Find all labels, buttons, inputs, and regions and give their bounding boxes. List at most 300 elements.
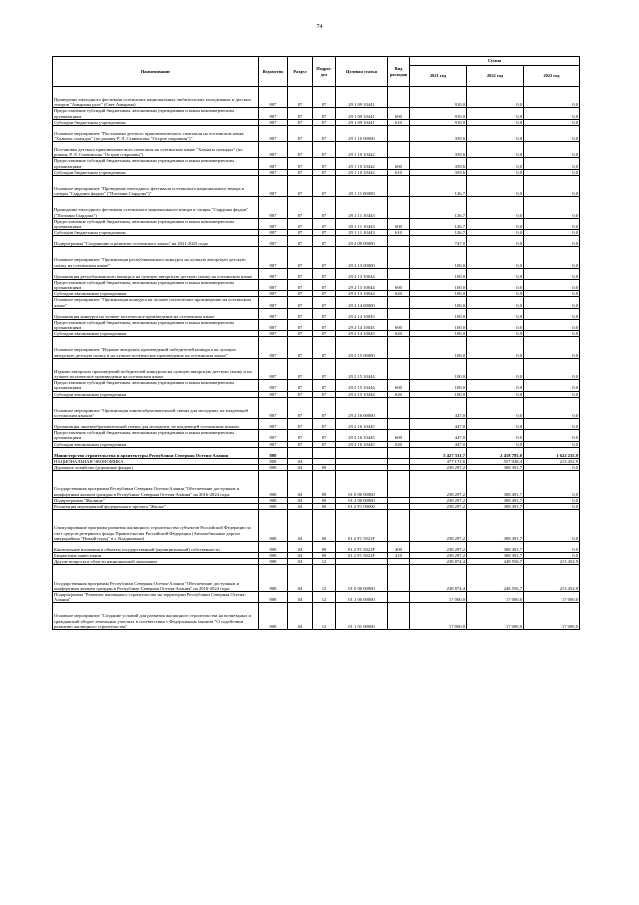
table-row bbox=[53, 319, 580, 330]
table-row bbox=[53, 126, 580, 142]
cell-m: 807 bbox=[259, 430, 288, 441]
cell-a: 100,0 bbox=[410, 337, 467, 358]
cell-v: 600 bbox=[388, 319, 410, 330]
cell-d: 0,0 bbox=[524, 169, 580, 175]
cell-r: 07 bbox=[288, 230, 313, 236]
cell-r: 07 bbox=[288, 126, 313, 142]
cell-b: 308 491,7 bbox=[467, 510, 524, 542]
cell-v: 600 bbox=[388, 380, 410, 391]
cell-v bbox=[388, 337, 410, 358]
cell-c: 01 1 00 00000 bbox=[336, 591, 388, 602]
cell-c: 01 1 01 00000 bbox=[336, 603, 388, 630]
header-target: Целевая статья bbox=[336, 57, 388, 87]
cell-b: 0,0 bbox=[467, 236, 524, 247]
cell-c: 29 1 10 00000 bbox=[336, 126, 388, 142]
cell-r: 07 bbox=[288, 397, 313, 418]
cell-name: Субсидии автономным учреждениям bbox=[53, 391, 259, 397]
cell-d: 0,0 bbox=[524, 337, 580, 358]
cell-m: 807 bbox=[259, 236, 288, 247]
cell-r: 07 bbox=[288, 236, 313, 247]
cell-p: 09 bbox=[313, 464, 336, 470]
cell-d: 0,0 bbox=[524, 268, 580, 279]
cell-b: 308 491,7 bbox=[467, 541, 524, 552]
cell-r: 07 bbox=[288, 297, 313, 308]
table-row bbox=[53, 447, 580, 458]
cell-m: 807 bbox=[259, 87, 288, 108]
cell-b: 308 491,7 bbox=[467, 464, 524, 470]
table-row bbox=[53, 337, 580, 358]
cell-a: 238 297,2 bbox=[410, 497, 467, 503]
cell-m: 807 bbox=[259, 142, 288, 158]
cell-d: 0,0 bbox=[524, 87, 580, 108]
cell-d: 0,0 bbox=[524, 391, 580, 397]
cell-b: 557 048,4 bbox=[467, 458, 524, 464]
cell-p bbox=[313, 447, 336, 458]
cell-c: 01 0 00 00000 bbox=[336, 471, 388, 498]
cell-p: 07 bbox=[313, 358, 336, 379]
cell-c: 29 2 15 10444 bbox=[336, 391, 388, 397]
cell-name: Предоставление субсидий бюджетным, автономным учреждениям и иным некоммерческим организациям bbox=[53, 430, 259, 441]
cell-v bbox=[388, 87, 410, 108]
cell-v: 600 bbox=[388, 279, 410, 290]
cell-name: Предоставление субсидий бюджетным, автономным учреждениям и иным некоммерческим организациям bbox=[53, 380, 259, 391]
cell-r: 04 bbox=[288, 591, 313, 602]
cell-name: Стимулирование программ развития жилищного строительства субъектов Российской Федерации за счет средств резервного фонда Правительства Российской Федерации (Автомобильные дороги микрорайона "Новый город" в г. Владикавказ) bbox=[53, 510, 259, 542]
cell-a: 477 171,6 bbox=[410, 458, 467, 464]
table-row bbox=[53, 565, 580, 592]
cell-d: 0,0 bbox=[524, 419, 580, 430]
cell-d: 0,0 bbox=[524, 471, 580, 498]
cell-c: 29 2 14 10045 bbox=[336, 308, 388, 319]
cell-d: 0,0 bbox=[524, 218, 580, 229]
cell-p: 07 bbox=[313, 380, 336, 391]
cell-c: 29 2 13 10044 bbox=[336, 268, 388, 279]
cell-r: 07 bbox=[288, 142, 313, 158]
cell-a: 17 000,0 bbox=[410, 603, 467, 630]
cell-v bbox=[388, 142, 410, 158]
cell-c bbox=[336, 447, 388, 458]
cell-b: 0,0 bbox=[467, 279, 524, 290]
table-row bbox=[53, 142, 580, 158]
cell-p: 07 bbox=[313, 441, 336, 447]
cell-a: 447,0 bbox=[410, 430, 467, 441]
cell-name: Постановка детского приключенческого спектакля на осетинском языке "Хазнаты сахъядах" (по роману Р. Л. Стивенсона "Остров сокровищ") bbox=[53, 142, 259, 158]
cell-r: 07 bbox=[288, 441, 313, 447]
cell-c: 29 1 10 10442 bbox=[336, 158, 388, 169]
header-name: Наименование bbox=[53, 57, 259, 87]
cell-r: 07 bbox=[288, 158, 313, 169]
cell-m: 807 bbox=[259, 158, 288, 169]
cell-p: 07 bbox=[313, 142, 336, 158]
cell-d: 0,0 bbox=[524, 126, 580, 142]
cell-r: 07 bbox=[288, 247, 313, 268]
cell-p: 07 bbox=[313, 230, 336, 236]
cell-r: 07 bbox=[288, 391, 313, 397]
cell-a: 126,7 bbox=[410, 230, 467, 236]
cell-a: 238 297,2 bbox=[410, 510, 467, 542]
cell-r: 07 bbox=[288, 197, 313, 218]
cell-m: 807 bbox=[259, 331, 288, 337]
cell-d: 0,0 bbox=[524, 397, 580, 418]
cell-m: 807 bbox=[259, 441, 288, 447]
cell-name: Субсидии бюджетным учреждениям bbox=[53, 230, 259, 236]
cell-m: 808 bbox=[259, 464, 288, 470]
cell-d: 17 000,0 bbox=[524, 603, 580, 630]
cell-b: 0,0 bbox=[467, 358, 524, 379]
cell-b: 248 556,7 bbox=[467, 565, 524, 592]
cell-d: 0,0 bbox=[524, 230, 580, 236]
cell-m: 808 bbox=[259, 541, 288, 552]
cell-b: 0,0 bbox=[467, 247, 524, 268]
cell-v bbox=[388, 447, 410, 458]
cell-v: 620 bbox=[388, 441, 410, 447]
cell-r: 07 bbox=[288, 279, 313, 290]
cell-name: Субсидии автономным учреждениям bbox=[53, 441, 259, 447]
cell-b: 0,0 bbox=[467, 268, 524, 279]
cell-b: 17 000,0 bbox=[467, 591, 524, 602]
cell-b: 0,0 bbox=[467, 119, 524, 125]
cell-v bbox=[388, 397, 410, 418]
cell-p: 07 bbox=[313, 308, 336, 319]
cell-name: Организация лингвообразовательной смены для молодежи, не владеющей осетинским языком bbox=[53, 419, 259, 430]
cell-name: Издание авторских произведений победителей конкурсов на лучшую авторскую детскую сказку и на лучшее поэтическое произведение на осетинском языке bbox=[53, 358, 259, 379]
cell-r: 07 bbox=[288, 430, 313, 441]
cell-r: 07 bbox=[288, 358, 313, 379]
table-row bbox=[53, 218, 580, 229]
cell-m: 807 bbox=[259, 391, 288, 397]
cell-m: 808 bbox=[259, 447, 288, 458]
cell-d: 0,0 bbox=[524, 441, 580, 447]
cell-r: 07 bbox=[288, 337, 313, 358]
cell-m: 807 bbox=[259, 397, 288, 418]
cell-m: 808 bbox=[259, 497, 288, 503]
cell-b: 2 418 785,0 bbox=[467, 447, 524, 458]
cell-v bbox=[388, 591, 410, 602]
cell-name: Основное мероприятие "Организация лингвообразовательной смены для молодежи, не владеющей осетинским языком" bbox=[53, 397, 259, 418]
cell-name: Организация республиканского конкурса на лучшую авторскую детскую сказку на осетинском языке bbox=[53, 268, 259, 279]
cell-b: 0,0 bbox=[467, 197, 524, 218]
cell-name: Предоставление субсидий бюджетным, автономным учреждениям и иным некоммерческим организациям bbox=[53, 279, 259, 290]
cell-r: 04 bbox=[288, 510, 313, 542]
cell-m: 808 bbox=[259, 471, 288, 498]
table-row bbox=[53, 247, 580, 268]
cell-p: 07 bbox=[313, 169, 336, 175]
cell-v bbox=[388, 247, 410, 268]
cell-a: 910,0 bbox=[410, 87, 467, 108]
cell-name: Капитальные вложения в объекты государственной (муниципальной) собственности bbox=[53, 541, 259, 552]
cell-b: 0,0 bbox=[467, 230, 524, 236]
cell-a: 359,6 bbox=[410, 169, 467, 175]
cell-name: Дорожное хозяйство (дорожные фонды) bbox=[53, 464, 259, 470]
cell-name: НАЦИОНАЛЬНАЯ ЭКОНОМИКА bbox=[53, 458, 259, 464]
cell-v bbox=[388, 297, 410, 308]
cell-m: 807 bbox=[259, 291, 288, 297]
cell-a: 447,0 bbox=[410, 441, 467, 447]
cell-d: 0,0 bbox=[524, 464, 580, 470]
cell-p: 07 bbox=[313, 218, 336, 229]
cell-r: 04 bbox=[288, 471, 313, 498]
cell-v bbox=[388, 419, 410, 430]
cell-a: 126,7 bbox=[410, 218, 467, 229]
cell-d: 0,0 bbox=[524, 497, 580, 503]
cell-p: 09 bbox=[313, 497, 336, 503]
cell-m: 807 bbox=[259, 380, 288, 391]
cell-p: 07 bbox=[313, 331, 336, 337]
table-row bbox=[53, 297, 580, 308]
cell-p: 12 bbox=[313, 565, 336, 592]
cell-p: 09 bbox=[313, 541, 336, 552]
cell-p: 07 bbox=[313, 419, 336, 430]
cell-p: 09 bbox=[313, 552, 336, 558]
cell-a: 238 297,2 bbox=[410, 503, 467, 509]
table-row bbox=[53, 603, 580, 630]
cell-d: 0,0 bbox=[524, 541, 580, 552]
cell-a: 447,0 bbox=[410, 397, 467, 418]
cell-a: 5 427 331,7 bbox=[410, 447, 467, 458]
table-row bbox=[53, 308, 580, 319]
cell-p: 07 bbox=[313, 197, 336, 218]
cell-v bbox=[388, 126, 410, 142]
cell-v bbox=[388, 236, 410, 247]
cell-p: 12 bbox=[313, 591, 336, 602]
cell-a: 238 874,4 bbox=[410, 559, 467, 565]
cell-b: 0,0 bbox=[467, 337, 524, 358]
cell-b: 308 491,7 bbox=[467, 471, 524, 498]
cell-v bbox=[388, 358, 410, 379]
cell-b: 0,0 bbox=[467, 175, 524, 196]
cell-a: 100,0 bbox=[410, 319, 467, 330]
cell-a: 238 874,4 bbox=[410, 565, 467, 592]
cell-r: 07 bbox=[288, 419, 313, 430]
cell-m: 807 bbox=[259, 358, 288, 379]
cell-a: 100,0 bbox=[410, 297, 467, 308]
header-subsection: Подраз-дел bbox=[313, 57, 336, 87]
header-sum: Сумма bbox=[410, 57, 580, 66]
cell-a: 100,0 bbox=[410, 268, 467, 279]
cell-r: 07 bbox=[288, 331, 313, 337]
header-ministry: Ведомство bbox=[259, 57, 288, 87]
cell-d: 0,0 bbox=[524, 552, 580, 558]
cell-v: 600 bbox=[388, 108, 410, 119]
cell-m: 807 bbox=[259, 230, 288, 236]
cell-name: Основное мероприятие "Организация конкурса на лучшее поэтическое произведение на осетинском языке" bbox=[53, 297, 259, 308]
cell-p: 07 bbox=[313, 279, 336, 290]
header-section: Раздел bbox=[288, 57, 313, 87]
cell-d: 213 452,9 bbox=[524, 559, 580, 565]
cell-d: 0,0 bbox=[524, 510, 580, 542]
cell-c: 29 1 11 10443 bbox=[336, 230, 388, 236]
cell-r: 07 bbox=[288, 119, 313, 125]
cell-d: 0,0 bbox=[524, 331, 580, 337]
cell-d: 0,0 bbox=[524, 358, 580, 379]
cell-m: 807 bbox=[259, 119, 288, 125]
cell-name: Государственная программа Республики Северная Осетия-Алания "Обеспечение доступным и комфортным жильем граждан в Республике Северная Осетия-Алания" на 2016-2024 годы bbox=[53, 471, 259, 498]
cell-m: 808 bbox=[259, 552, 288, 558]
cell-name: Основное мероприятие "Организация республиканского конкурса на лучшую авторскую детскую сказку на осетинском языке" bbox=[53, 247, 259, 268]
cell-b: 308 491,7 bbox=[467, 503, 524, 509]
table-row bbox=[53, 380, 580, 391]
table-row bbox=[53, 471, 580, 498]
table-row bbox=[53, 268, 580, 279]
cell-c: 29 1 09 10441 bbox=[336, 87, 388, 108]
cell-d: 0,0 bbox=[524, 430, 580, 441]
cell-m: 807 bbox=[259, 218, 288, 229]
cell-p: 07 bbox=[313, 430, 336, 441]
cell-c: 01 2 F1 5021F bbox=[336, 510, 388, 542]
cell-p: 07 bbox=[313, 391, 336, 397]
cell-r: 07 bbox=[288, 169, 313, 175]
cell-c: 29 2 15 00000 bbox=[336, 337, 388, 358]
cell-d: 0,0 bbox=[524, 291, 580, 297]
cell-b: 0,0 bbox=[467, 108, 524, 119]
cell-p: 07 bbox=[313, 108, 336, 119]
cell-v: 610 bbox=[388, 169, 410, 175]
cell-a: 100,0 bbox=[410, 279, 467, 290]
cell-name: Субсидии автономным учреждениям bbox=[53, 291, 259, 297]
cell-r: 04 bbox=[288, 603, 313, 630]
cell-r: 07 bbox=[288, 108, 313, 119]
cell-c: 29 1 11 10443 bbox=[336, 197, 388, 218]
cell-c: 29 2 13 10044 bbox=[336, 291, 388, 297]
cell-m: 808 bbox=[259, 559, 288, 565]
cell-c: 29 1 09 10441 bbox=[336, 108, 388, 119]
cell-b: 0,0 bbox=[467, 319, 524, 330]
table-row bbox=[53, 358, 580, 379]
cell-name: Подпрограмма "Жилище" bbox=[53, 497, 259, 503]
table-row bbox=[53, 591, 580, 602]
cell-r: 04 bbox=[288, 497, 313, 503]
cell-a: 100,0 bbox=[410, 391, 467, 397]
cell-a: 238 297,2 bbox=[410, 552, 467, 558]
table-row bbox=[53, 419, 580, 430]
cell-a: 100,0 bbox=[410, 358, 467, 379]
cell-name: Государственная программа Республики Северная Осетия-Алания "Обеспечение доступным и комфортным жильем граждан в Республике Северная Осетия-Алания" на 2016-2024 годы bbox=[53, 565, 259, 592]
cell-c: 01 2 F1 5021F bbox=[336, 552, 388, 558]
cell-m: 808 bbox=[259, 603, 288, 630]
cell-name: Реализация мероприятий федерального проекта "Жилье" bbox=[53, 503, 259, 509]
cell-m: 807 bbox=[259, 108, 288, 119]
cell-r: 04 bbox=[288, 503, 313, 509]
cell-c: 01 2 F1 00000 bbox=[336, 503, 388, 509]
header-2022: 2022 год bbox=[467, 66, 524, 87]
cell-name: Предоставление субсидий бюджетным, автономным учреждениям и иным некоммерческим организациям bbox=[53, 319, 259, 330]
cell-name: Предоставление субсидий бюджетным, автономным учреждениям и иным некоммерческим организациям bbox=[53, 108, 259, 119]
cell-name: Проведение ежегодного фестиваля осетинского национального юмора и сатиры "Сырдоны фыдон" ("Потомки Сырдона") bbox=[53, 197, 259, 218]
cell-d: 213 452,9 bbox=[524, 458, 580, 464]
cell-a: 910,0 bbox=[410, 119, 467, 125]
cell-c: 29 1 11 00000 bbox=[336, 175, 388, 196]
cell-a: 359,6 bbox=[410, 142, 467, 158]
cell-b: 0,0 bbox=[467, 419, 524, 430]
cell-r: 04 bbox=[288, 552, 313, 558]
table-row bbox=[53, 108, 580, 119]
cell-p: 09 bbox=[313, 503, 336, 509]
cell-v bbox=[388, 471, 410, 498]
cell-a: 126,7 bbox=[410, 175, 467, 196]
table-row bbox=[53, 197, 580, 218]
cell-c: 01 2 F1 5021F bbox=[336, 541, 388, 552]
cell-p: 07 bbox=[313, 337, 336, 358]
cell-m: 807 bbox=[259, 319, 288, 330]
cell-a: 238 297,2 bbox=[410, 471, 467, 498]
cell-v bbox=[388, 565, 410, 592]
cell-p: 07 bbox=[313, 87, 336, 108]
cell-a: 238 297,2 bbox=[410, 464, 467, 470]
cell-name: Основное мероприятие "Проведение ежегодного фестиваля осетинского национального юмора и сатиры "Сырдоны фыдон" ("Потомки Сырдона")" bbox=[53, 175, 259, 196]
cell-p: 07 bbox=[313, 126, 336, 142]
cell-r: 04 bbox=[288, 541, 313, 552]
cell-p: 07 bbox=[313, 397, 336, 418]
cell-b: 0,0 bbox=[467, 441, 524, 447]
cell-c: 29 2 15 10444 bbox=[336, 380, 388, 391]
cell-v: 610 bbox=[388, 230, 410, 236]
cell-b: 0,0 bbox=[467, 158, 524, 169]
cell-r: 07 bbox=[288, 87, 313, 108]
cell-m: 807 bbox=[259, 279, 288, 290]
cell-c: 29 2 16 00000 bbox=[336, 397, 388, 418]
cell-d: 17 000,0 bbox=[524, 591, 580, 602]
cell-name: Субсидии бюджетным учреждениям bbox=[53, 169, 259, 175]
cell-name: Предоставление субсидий бюджетным, автономным учреждениям и иным некоммерческим организациям bbox=[53, 158, 259, 169]
cell-p: 07 bbox=[313, 158, 336, 169]
header-2021: 2021 год bbox=[410, 66, 467, 87]
cell-r: 07 bbox=[288, 319, 313, 330]
cell-m: 808 bbox=[259, 510, 288, 542]
cell-a: 747,0 bbox=[410, 236, 467, 247]
cell-v bbox=[388, 603, 410, 630]
cell-m: 808 bbox=[259, 591, 288, 602]
cell-m: 807 bbox=[259, 297, 288, 308]
cell-c: 29 2 16 10445 bbox=[336, 430, 388, 441]
cell-p: 07 bbox=[313, 236, 336, 247]
header-2023: 2023 год bbox=[524, 66, 580, 87]
cell-r: 07 bbox=[288, 308, 313, 319]
cell-d: 0,0 bbox=[524, 119, 580, 125]
table-row bbox=[53, 279, 580, 290]
cell-b: 0,0 bbox=[467, 218, 524, 229]
cell-d: 0,0 bbox=[524, 236, 580, 247]
cell-v: 400 bbox=[388, 541, 410, 552]
cell-m: 807 bbox=[259, 197, 288, 218]
cell-b: 0,0 bbox=[467, 291, 524, 297]
cell-a: 910,0 bbox=[410, 108, 467, 119]
cell-b: 0,0 bbox=[467, 142, 524, 158]
cell-p: 07 bbox=[313, 119, 336, 125]
cell-a: 359,6 bbox=[410, 158, 467, 169]
cell-d: 0,0 bbox=[524, 308, 580, 319]
cell-b: 0,0 bbox=[467, 380, 524, 391]
cell-m: 807 bbox=[259, 419, 288, 430]
cell-c: 29 2 16 10445 bbox=[336, 419, 388, 430]
cell-c: 29 2 14 10045 bbox=[336, 319, 388, 330]
cell-r: 07 bbox=[288, 268, 313, 279]
table-row bbox=[53, 236, 580, 247]
cell-p: 09 bbox=[313, 510, 336, 542]
table-row bbox=[53, 510, 580, 542]
table-row bbox=[53, 158, 580, 169]
cell-b: 0,0 bbox=[467, 397, 524, 418]
cell-p: 09 bbox=[313, 471, 336, 498]
cell-p: 07 bbox=[313, 291, 336, 297]
cell-name: Субсидии бюджетным учреждениям bbox=[53, 119, 259, 125]
cell-d: 0,0 bbox=[524, 247, 580, 268]
cell-d: 0,0 bbox=[524, 503, 580, 509]
cell-m: 808 bbox=[259, 565, 288, 592]
cell-r: 07 bbox=[288, 380, 313, 391]
cell-c: 01 0 00 00000 bbox=[336, 565, 388, 592]
cell-m: 807 bbox=[259, 337, 288, 358]
cell-b: 0,0 bbox=[467, 169, 524, 175]
